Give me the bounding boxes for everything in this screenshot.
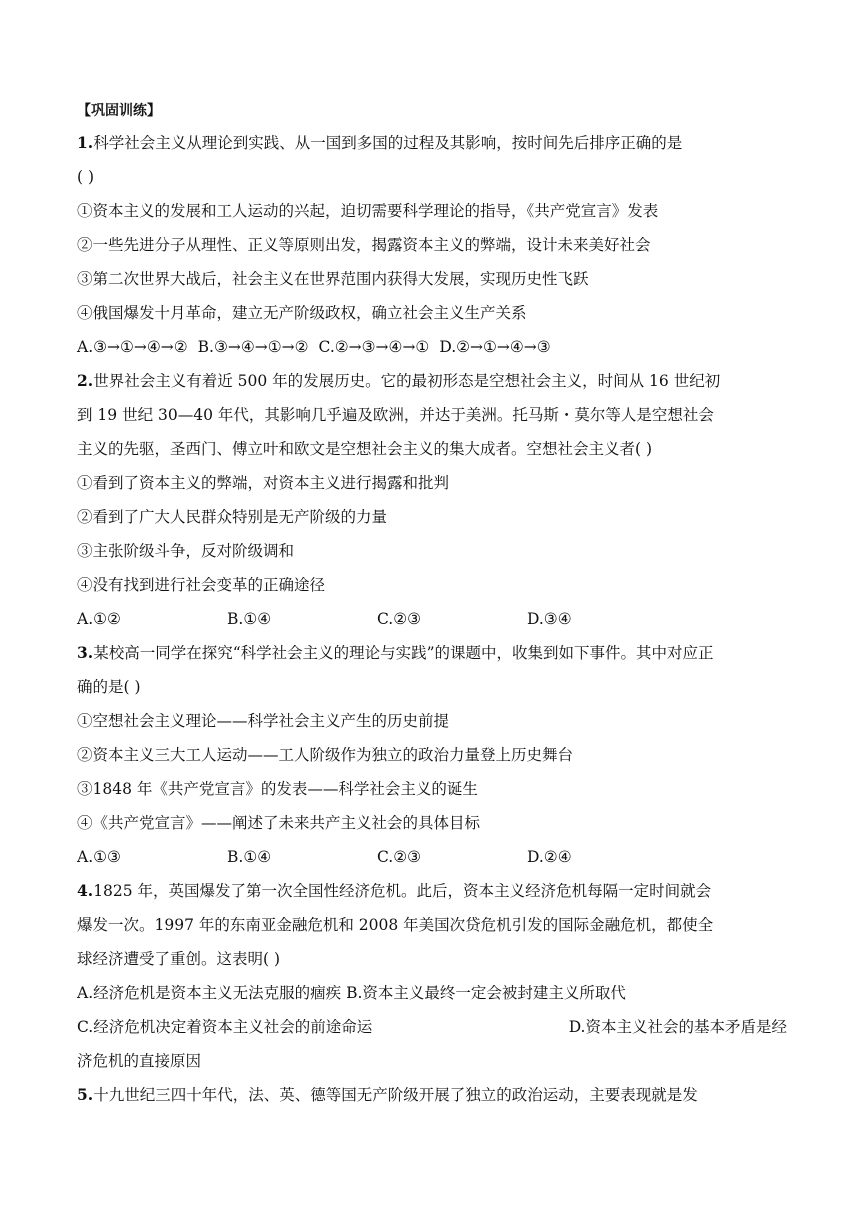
answer-options-row [77,976,787,1010]
question-stem-line: 2.世界社会主义有着近 500 年的发展历史。它的最初形态是空想社会主义，时间从 16 世纪初 [77,371,721,390]
question-3 [77,636,787,874]
statement-item: ②看到了广大人民群众特别是无产阶级的力量 [77,508,388,526]
option-c: C.经济危机决定着资本主义社会的前途命运 [77,1018,373,1036]
option-c: C.②→③→④→① [318,338,430,356]
answer-options [77,330,787,364]
question-number: 2. [77,371,94,390]
statement-item: ③第二次世界大战后，社会主义在世界范围内获得大发展，实现历史性飞跃 [77,270,589,288]
option-b: B.资本主义最终一定会被封建主义所取代 [346,984,626,1002]
option-c: C.②③ [377,848,422,866]
question-stem-line: 主义的先驱，圣西门、傅立叶和欧文是空想社会主义的集大成者。空想社会主义者( ) [77,440,653,458]
option-d: D.②→①→④→③ [439,338,551,356]
question-stem-line: 到 19 世纪 30—40 年代，其影响几乎遍及欧洲，并达于美洲。托马斯・莫尔等人是空想社会 [77,406,714,424]
question-number: 3. [77,643,94,662]
option-d-continuation: 济危机的直接原因 [77,1052,202,1070]
option-d: D.③④ [527,610,572,628]
question-stem-line: 确的是( ) [77,678,141,696]
question-stem-line: 球经济遭受了重创。这表明( ) [77,950,281,968]
option-a: A.经济危机是资本主义无法克服的痼疾 [77,984,342,1002]
question-stem-line: 爆发一次。1997 年的东南亚金融危机和 2008 年美国次贷危机引发的国际金融危机，都使全 [77,916,714,934]
question-stem-line: 5.十九世纪三四十年代，法、英、德等国无产阶级开展了独立的政治运动，主要表现就是发 [77,1085,698,1104]
question-stem-line: 3.某校高一同学在探究“科学社会主义的理论与实践”的课题中，收集到如下事件。其中对应正 [77,643,714,662]
question-5 [77,1078,787,1112]
statement-item: ①资本主义的发展和工人运动的兴起，迫切需要科学理论的指导，《共产党宣言》发表 [77,202,659,220]
statement-item: ④没有找到进行社会变革的正确途径 [77,576,326,594]
question-number: 5. [77,1085,94,1104]
answer-options [77,602,787,636]
document-page [77,102,787,1112]
question-2 [77,364,787,636]
answer-options [77,840,787,874]
option-a: A.③→①→④→② [77,338,188,356]
statement-item: ④《共产党宣言》——阐述了未来共产主义社会的具体目标 [77,814,481,832]
option-d: D.资本主义社会的基本矛盾是经 [568,1018,787,1036]
option-b: B.③→④→①→② [197,338,309,356]
question-1 [77,126,787,364]
option-b: B.①④ [227,610,272,628]
statement-item: ③主张阶级斗争，反对阶级调和 [77,542,295,560]
question-stem-line: 4.1825 年，英国爆发了第一次全国性经济危机。此后，资本主义经济危机每隔一定时间就会 [77,881,712,900]
question-number: 4. [77,881,94,900]
statement-item: ②资本主义三大工人运动——工人阶级作为独立的政治力量登上历史舞台 [77,746,574,764]
statement-item: ①空想社会主义理论——科学社会主义产生的历史前提 [77,712,450,730]
section-title: 【巩固训练】 [77,103,161,119]
option-b: B.①④ [227,848,272,866]
statement-item: ①看到了资本主义的弊端，对资本主义进行揭露和批判 [77,474,450,492]
question-stem-line: 1.科学社会主义从理论到实践、从一国到多国的过程及其影响，按时间先后排序正确的是 [77,133,683,152]
question-4 [77,874,787,1078]
option-a: A.①③ [77,848,121,866]
option-a: A.①② [77,610,121,628]
statement-item: ②一些先进分子从理性、正义等原则出发，揭露资本主义的弊端，设计未来美好社会 [77,236,651,254]
answer-blank: ( ) [77,168,95,186]
option-c: C.②③ [377,610,422,628]
question-number: 1. [77,133,94,152]
statement-item: ③1848 年《共产党宣言》的发表——科学社会主义的诞生 [77,780,478,798]
option-d: D.②④ [527,848,572,866]
answer-options-row [77,1010,787,1044]
statement-item: ④俄国爆发十月革命，建立无产阶级政权，确立社会主义生产关系 [77,304,527,322]
